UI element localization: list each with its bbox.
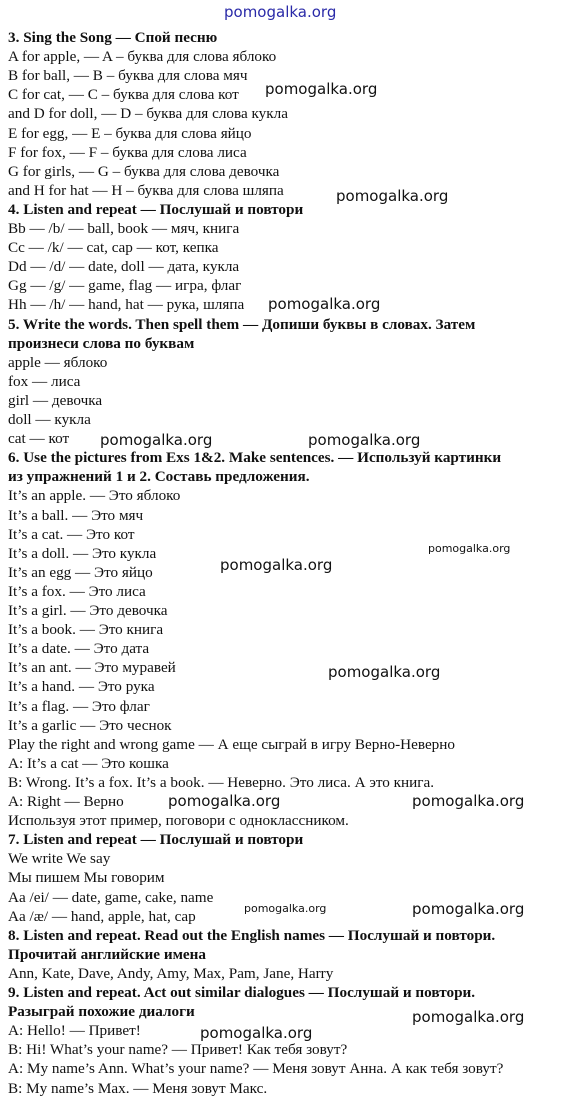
text-line: A: It’s a cat — Это кошка — [8, 754, 169, 772]
text-line: B for ball, — B – буква для слова мяч — [8, 67, 248, 85]
text-line: F for fox, — F – буква для слова лиса — [8, 143, 247, 161]
text-line: A: Right — Верно — [8, 793, 124, 810]
text-line: Aa /ei/ — date, game, cake, name — [8, 888, 214, 906]
watermark-text: pomogalka.org — [268, 295, 381, 313]
text-line: Hh — /h/ — hand, hat — рука, шляпа — [8, 296, 245, 314]
text-line: We write We say — [8, 850, 111, 868]
top-watermark: pomogalka.org — [224, 3, 337, 21]
text-line: It’s a cat. — Это кот — [8, 525, 135, 543]
watermark-text: pomogalka.org — [412, 792, 525, 810]
section-heading: 9. Listen and repeat. Act out similar dialogues — Послушай и повтори. — [8, 984, 476, 1001]
text-line: Мы пишем Мы говорим — [8, 869, 165, 887]
text-line: G for girls, — G – буква для слова девочка — [8, 162, 280, 180]
watermark-text: pomogalka.org — [308, 431, 421, 449]
section-heading: 5. Write the words. Then spell them — Допиши буквы в словах. Затем — [8, 315, 476, 333]
section-heading: Разыграй похожие диалоги — [8, 1003, 195, 1021]
watermark-text: pomogalka.org — [412, 1008, 525, 1026]
watermark-text: pomogalka.org — [100, 431, 213, 449]
text-line: It’s a garlic — Это чеснок — [8, 716, 172, 734]
watermark-text: pomogalka.org — [336, 187, 449, 205]
text-line: fox — лиса — [8, 372, 81, 390]
section-heading: 8. Listen and repeat. Read out the English names — Послушай и повтори. — [8, 926, 496, 944]
text-line: girl — девочка — [8, 391, 103, 409]
text-line: apple — яблоко — [8, 353, 108, 371]
text-line: cat — кот — [8, 430, 70, 448]
text-line: B: Wrong. It’s a fox. It’s a book. — Неверно. Это лиса. А это книга. — [8, 773, 435, 791]
text-line: It’s an egg — Это яйцо — [8, 563, 153, 581]
section-heading: 4. Listen and repeat — Послушай и повтори — [8, 200, 304, 218]
text-line: doll — кукла — [8, 411, 91, 428]
text-line: E for egg, — E – буква для слова яйцо — [8, 124, 252, 142]
text-line: Используя этот пример, поговори с одноклассником. — [8, 812, 349, 830]
watermark-text: pomogalka.org — [168, 792, 281, 810]
text-line: It’s a hand. — Это рука — [8, 678, 155, 696]
text-line: It’s an apple. — Это яблоко — [8, 487, 181, 505]
text-line: Bb — /b/ — ball, book — мяч, книга — [8, 220, 240, 237]
text-line: Cc — /k/ — cat, cap — кот, кепка — [8, 239, 219, 257]
watermark-text: pomogalka.org — [200, 1024, 313, 1042]
text-line: It’s an ant. — Это муравей — [8, 659, 176, 677]
text-line: Ann, Kate, Dave, Andy, Amy, Max, Pam, Jane, Harry — [8, 964, 334, 982]
text-line: It’s a girl. — Это девочка — [8, 602, 168, 619]
text-line: Gg — /g/ — game, flag — игра, флаг — [8, 277, 242, 295]
watermark-text: pomogalka.org — [428, 542, 511, 555]
watermark-text: pomogalka.org — [244, 902, 327, 915]
text-line: and H for hat — H – буква для слова шляпа — [8, 181, 284, 199]
text-line: It’s a doll. — Это кукла — [8, 544, 157, 562]
text-line: A for apple, — A – буква для слова яблоко — [8, 48, 277, 66]
text-line: It’s a ball. — Это мяч — [8, 506, 144, 524]
text-line: B: My name’s Max. — Меня зовут Макс. — [8, 1079, 268, 1097]
text-line: Play the right and wrong game — А еще сыграй в игру Верно-Неверно — [8, 735, 456, 753]
section-heading: 7. Listen and repeat — Послушай и повтори — [8, 831, 304, 849]
watermark-text: pomogalka.org — [328, 663, 441, 681]
section-heading: 3. Sing the Song — Спой песню — [8, 29, 218, 46]
text-line: A: My name’s Ann. What’s your name? — Меня зовут Анна. А как тебя зовут? — [8, 1060, 504, 1078]
text-line: A: Hello! — Привет! — [8, 1022, 141, 1040]
watermark-text: pomogalka.org — [265, 80, 378, 98]
text-line: and D for doll, — D – буква для слова кукла — [8, 105, 288, 123]
text-line: Aa /æ/ — hand, apple, hat, cap — [8, 907, 196, 925]
watermark-text: pomogalka.org — [412, 900, 525, 918]
section-heading: 6. Use the pictures from Exs 1&2. Make sentences. — Используй картинки — [8, 449, 502, 467]
text-line: It’s a fox. — Это лиса — [8, 582, 146, 600]
text-line: It’s a date. — Это дата — [8, 640, 150, 658]
text-line: B: Hi! What’s your name? — Привет! Как тебя зовут? — [8, 1041, 348, 1059]
text-line: C for cat, — C – буква для слова кот — [8, 86, 239, 104]
text-line: It’s a book. — Это книга — [8, 621, 164, 639]
section-heading: Прочитай английские имена — [8, 945, 207, 963]
section-heading: произнеси слова по буквам — [8, 334, 195, 352]
watermark-text: pomogalka.org — [220, 556, 333, 574]
text-line: Dd — /d/ — date, doll — дата, кукла — [8, 258, 240, 276]
text-line: It’s a flag. — Это флаг — [8, 697, 150, 715]
section-heading: из упражнений 1 и 2. Составь предложения. — [8, 468, 310, 486]
